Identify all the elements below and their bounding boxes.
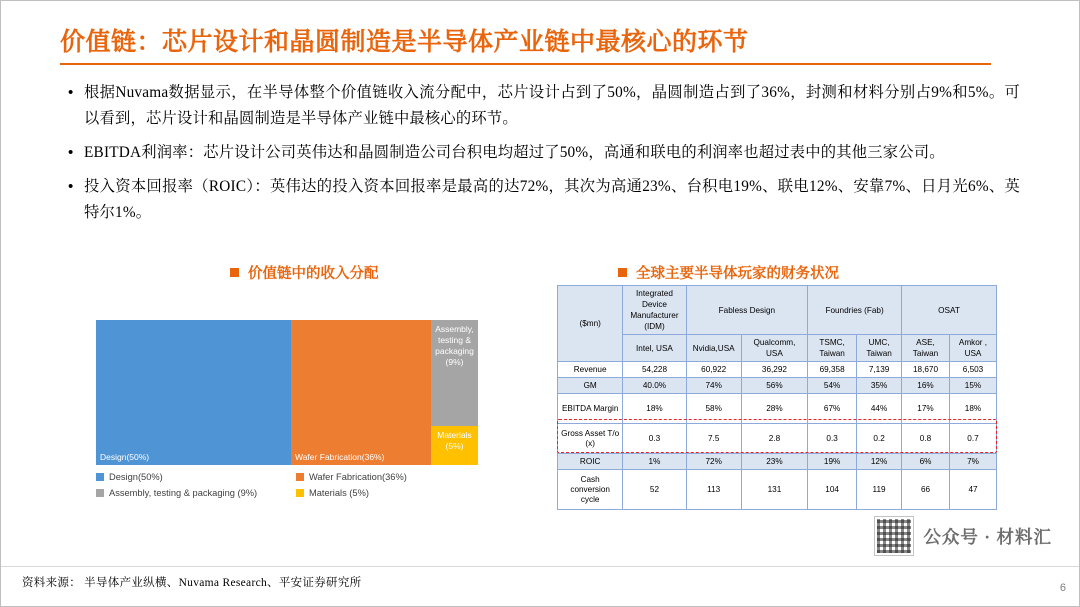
legend-item-assembly — [96, 488, 296, 498]
row-label-gross-asset-turnover: Gross Asset T/o (x) — [558, 424, 623, 454]
bullet-text: EBITDA利润率：芯片设计公司英伟达和晶圆制造公司台积电均超过了50%，高通和联电的利润率也超过表中的其他三家公司。 — [84, 144, 945, 161]
chart-legend — [96, 472, 491, 504]
legend-swatch-assembly-icon — [96, 489, 104, 497]
company-header-umc: UMC, Taiwan — [857, 335, 902, 362]
bullet-text: 投入资本回报率（ROIC）：英伟达的投入资本回报率是最高的达72%，其次为高通23%、台积电19%、联电12%、安靠7%、日月光6%、英特尔1%。 — [84, 178, 1020, 221]
cell-roic-amkor: 7% — [949, 454, 996, 470]
group-header-fabless: Fabless Design — [686, 286, 807, 335]
company-header-qualcomm: Qualcomm, USA — [741, 335, 807, 362]
cell-gat-umc: 0.2 — [857, 424, 902, 454]
legend-item-design — [96, 472, 296, 482]
section-header-left-label: 价值链中的收入分配 — [248, 266, 379, 282]
table-row — [558, 362, 997, 378]
cell-gat-intel: 0.3 — [623, 424, 686, 454]
treemap-tile-materials-label: Materials (5%) — [437, 430, 472, 451]
cell-ccc-qualcomm: 131 — [741, 470, 807, 510]
cell-gm-nvidia: 74% — [686, 378, 741, 394]
cell-revenue-umc: 7,139 — [857, 362, 902, 378]
cell-roic-nvidia: 72% — [686, 454, 741, 470]
treemap-tile-design-label: Design(50%) — [100, 452, 150, 462]
group-header-foundries: Foundries (Fab) — [808, 286, 902, 335]
section-header-right — [618, 262, 839, 283]
financial-table-wrapper — [557, 285, 997, 510]
list-item — [62, 80, 1020, 132]
legend-item-wafer — [296, 472, 407, 482]
bullet-text: 根据Nuvama数据显示，在半导体整个价值链收入流分配中，芯片设计占到了50%，晶圆制造占到了36%，封测和材料分别占9%和5%。可以看到，芯片设计和晶圆制造是半导体产业链中最核心的环节。 — [84, 84, 1020, 127]
table-row — [558, 394, 997, 424]
cell-ebitda-ase: 17% — [902, 394, 950, 424]
legend-label-design: Design(50%) — [109, 472, 163, 482]
cell-gm-qualcomm: 56% — [741, 378, 807, 394]
company-header-tsmc: TSMC, Taiwan — [808, 335, 857, 362]
source-note: 资料来源： 半导体产业纵横、Nuvama Research、平安证券研究所 — [22, 577, 362, 589]
row-label-ebitda-margin: EBITDA Margin — [558, 394, 623, 424]
title-block — [60, 22, 1020, 65]
treemap-tile-design — [96, 320, 291, 465]
section-header-left — [230, 262, 379, 283]
cell-revenue-qualcomm: 36,292 — [741, 362, 807, 378]
qr-code-icon — [875, 517, 913, 555]
footer-divider — [0, 566, 1080, 567]
cell-ebitda-amkor: 18% — [949, 394, 996, 424]
cell-ccc-intel: 52 — [623, 470, 686, 510]
cell-revenue-amkor: 6,503 — [949, 362, 996, 378]
cell-ebitda-nvidia: 58% — [686, 394, 741, 424]
watermark — [875, 517, 1052, 555]
cell-ebitda-tsmc: 67% — [808, 394, 857, 424]
cell-gm-umc: 35% — [857, 378, 902, 394]
legend-label-materials: Materials (5%) — [309, 488, 369, 498]
legend-label-wafer: Wafer Fabrication(36%) — [309, 472, 407, 482]
cell-ccc-tsmc: 104 — [808, 470, 857, 510]
cell-gat-tsmc: 0.3 — [808, 424, 857, 454]
cell-ccc-ase: 66 — [902, 470, 950, 510]
cell-gat-nvidia: 7.5 — [686, 424, 741, 454]
cell-revenue-tsmc: 69,358 — [808, 362, 857, 378]
legend-swatch-design-icon — [96, 473, 104, 481]
cell-roic-intel: 1% — [623, 454, 686, 470]
legend-swatch-wafer-icon — [296, 473, 304, 481]
legend-label-assembly: Assembly, testing & packaging (9%) — [109, 488, 258, 498]
legend-row — [96, 488, 491, 498]
financial-table — [557, 285, 997, 510]
company-header-intel: Intel, USA — [623, 335, 686, 362]
legend-item-materials — [296, 488, 369, 498]
treemap-chart — [96, 320, 478, 465]
bullet-marker: • — [68, 178, 74, 195]
cell-roic-ase: 6% — [902, 454, 950, 470]
company-header-amkor: Amkor , USA — [949, 335, 996, 362]
bullet-list — [62, 80, 1020, 234]
cell-ebitda-qualcomm: 28% — [741, 394, 807, 424]
list-item — [62, 174, 1020, 226]
table-row — [558, 424, 997, 454]
row-label-gm: GM — [558, 378, 623, 394]
table-row — [558, 454, 997, 470]
cell-gat-amkor: 0.7 — [949, 424, 996, 454]
table-row — [558, 378, 997, 394]
cell-revenue-nvidia: 60,922 — [686, 362, 741, 378]
row-label-cash-conversion-cycle: Cash conversion cycle — [558, 470, 623, 510]
table-row — [558, 470, 997, 510]
treemap-tile-assembly — [431, 320, 478, 426]
cell-roic-umc: 12% — [857, 454, 902, 470]
bullet-marker: • — [68, 144, 74, 161]
cell-revenue-intel: 54,228 — [623, 362, 686, 378]
row-label-roic: ROIC — [558, 454, 623, 470]
page-number: 6 — [1059, 582, 1066, 594]
treemap-tile-wafer-label: Wafer Fabrication(36%) — [295, 452, 385, 462]
cell-ccc-nvidia: 113 — [686, 470, 741, 510]
cell-gm-amkor: 15% — [949, 378, 996, 394]
legend-swatch-materials-icon — [296, 489, 304, 497]
square-bullet-icon — [230, 268, 239, 277]
cell-roic-qualcomm: 23% — [741, 454, 807, 470]
company-header-nvidia: Nvidia,USA — [686, 335, 741, 362]
cell-ebitda-umc: 44% — [857, 394, 902, 424]
group-header-idm: Integrated Device Manufacturer (IDM) — [623, 286, 686, 335]
title-underline — [60, 63, 991, 65]
page-title: 价值链：芯片设计和晶圆制造是半导体产业链中最核心的环节 — [60, 29, 749, 56]
treemap-tile-assembly-label: Assembly, testing & packaging (9%) — [435, 324, 474, 367]
cell-gm-tsmc: 54% — [808, 378, 857, 394]
cell-revenue-ase: 18,670 — [902, 362, 950, 378]
legend-row — [96, 472, 491, 482]
table-company-header-row — [558, 335, 997, 362]
company-header-ase: ASE, Taiwan — [902, 335, 950, 362]
cell-gat-ase: 0.8 — [902, 424, 950, 454]
bullet-marker: • — [68, 84, 74, 101]
table-group-header-row — [558, 286, 997, 335]
cell-gm-ase: 16% — [902, 378, 950, 394]
cell-ebitda-intel: 18% — [623, 394, 686, 424]
unit-cell: ($mn) — [558, 286, 623, 362]
treemap-tile-materials — [431, 426, 478, 465]
cell-ccc-amkor: 47 — [949, 470, 996, 510]
cell-gm-intel: 40.0% — [623, 378, 686, 394]
cell-ccc-umc: 119 — [857, 470, 902, 510]
watermark-label: 公众号 · 材料汇 — [923, 526, 1052, 547]
cell-gat-qualcomm: 2.8 — [741, 424, 807, 454]
list-item — [62, 140, 1020, 166]
group-header-osat: OSAT — [902, 286, 997, 335]
square-bullet-icon — [618, 268, 627, 277]
section-header-right-label: 全球主要半导体玩家的财务状况 — [636, 266, 839, 282]
row-label-revenue: Revenue — [558, 362, 623, 378]
cell-roic-tsmc: 19% — [808, 454, 857, 470]
treemap-tile-wafer — [291, 320, 431, 465]
